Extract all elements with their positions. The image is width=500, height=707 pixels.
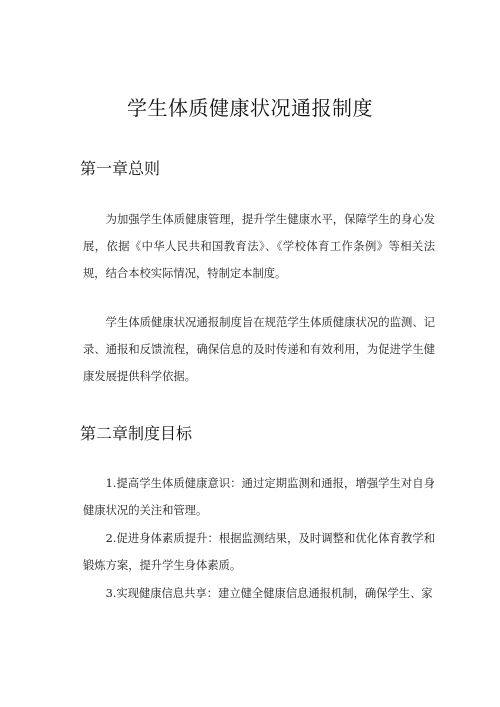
chapter-1-paragraph-2: 学生体质健康状况通报制度旨在规范学生体质健康状况的监测、记录、通报和反馈流程，确保信息的及时传递和有效利用，为促进学生健康发展提供科学依据。 [83,316,435,383]
chapter-2-item-1: 1.提高学生体质健康意识：通过定期监测和通报，增强学生对自身健康状况的关注和管理。 [83,477,435,517]
chapter-2-heading: 第二章制度目标 [80,424,193,443]
chapter-2-item-3: 3.实现健康信息共享：建立健全健康信息通报机制，确保学生、家 [105,587,433,600]
chapter-1-heading: 第一章总则 [80,159,161,178]
chapter-1-paragraph-1: 为加强学生体质健康管理，提升学生健康水平，保障学生的身心发展，依据《中华人民共和国教育法》、《学校体育工作条例》等相关法规，结合本校实际情况，特制定本制度。 [83,213,435,280]
document-title: 学生体质健康状况通报制度 [127,96,373,120]
chapter-2-item-2: 2.促进身体素质提升：根据监测结果，及时调整和优化体育教学和锻炼方案，提升学生身体素质。 [83,532,435,572]
